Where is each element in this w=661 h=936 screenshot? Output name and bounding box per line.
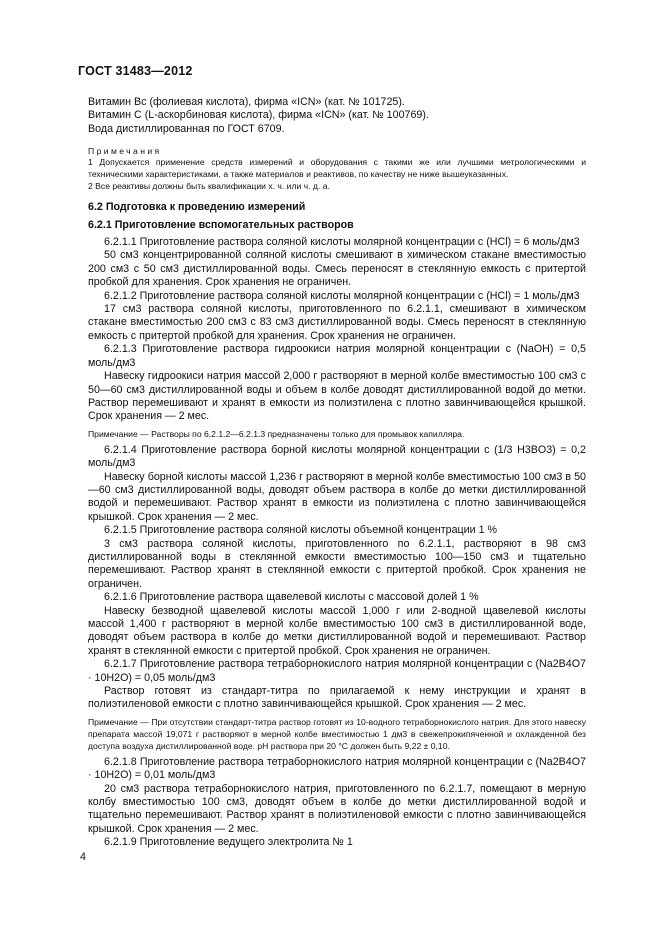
- clause-body: Навеску гидроокиси натрия массой 2,000 г растворяют в мерной колбе вместимостью 100 см3 с 50—60 см3 дистиллированной воды и объем в колбе доводят дистиллированной водой до метки. Раствор перемешивают и хранят в емкости из полиэтилена с плотно завинчивающейся крышкой. Срок хранения — 2 мес.: [88, 370, 586, 423]
- reagent-item: Витамин С (L-аскорбиновая кислота), фирма «ICN» (кат. № 100769).: [88, 109, 429, 122]
- clause-heading: 6.2.1.8 Приготовление раствора тетраборнокислого натрия молярной концентрации c (Na2B4O7 · 10H2O) = 0,01 моль/дм3: [88, 755, 586, 782]
- section-heading: 6.2 Подготовка к проведению измерений: [88, 201, 306, 214]
- clause-heading: 6.2.1.4 Приготовление раствора борной кислоты молярной концентрации c (1/3 H3BO3) = 0,2 моль/дм3: [88, 443, 586, 470]
- reagent-item: Вода дистиллированная по ГОСТ 6709.: [88, 122, 285, 135]
- clause-body: 17 см3 раствора соляной кислоты, приготовленного по 6.2.1.1, смешивают в химическом стакане вместимостью 200 см3 с 83 см3 дистиллированной воды. Смесь переносят в стеклянную емкость с притертой пробкой для хранения. Срок хранения не ограничен.: [88, 303, 586, 342]
- clause-heading: 6.2.1.6 Приготовление раствора щавелевой кислоты с массовой долей 1 %: [104, 591, 479, 604]
- clause-body: 50 см3 концентрированной соляной кислоты смешивают в химическом стакане вместимостью 200 см3 с 50 см3 дистиллированной воды. Смесь переносят в стеклянную емкость с притертой пробкой для хранения. Срок хранения не ограничен.: [88, 249, 586, 289]
- clause-heading: 6.2.1.2 Приготовление раствора соляной кислоты молярной концентрации c (HCl) = 1 моль/дм3: [104, 289, 580, 302]
- clause-heading: 6.2.1.1 Приготовление раствора соляной кислоты молярной концентрации c (HCl) = 6 моль/дм3: [104, 236, 580, 249]
- page-number: 4: [80, 851, 86, 863]
- document-header: ГОСТ 31483—2012: [78, 64, 193, 78]
- clause-body: Навеску безводной щавелевой кислоты массой 1,000 г или 2-водной щавелевой кислоты массой 1,400 г растворяют в мерной колбе вместимостью 100 см3 в дистиллированной воде, доводят объем раствора в колбе до метки дистиллированной водой и перемешивают. Раствор хранят в стеклянной емкости с притертой пробкой. Срок хранения не ограничен.: [88, 604, 586, 657]
- note-item: 1 Допускается применение средств измерений и оборудования с такими же или лучшими метрологическими и техническими характеристиками, а также материалов и реактивов, по качеству не ниже вышеуказанных.: [88, 157, 586, 180]
- clause-body: Навеску борной кислоты массой 1,236 г растворяют в мерной колбе вместимостью 100 см3 в 50—60 см3 дистиллированной воды, доводят объем раствора в колбе до метки дистиллированной водой и перемешивают. Раствор хранят в емкости из полиэтилена с плотно завинчивающейся крышкой. Срок хранения — 2 мес.: [88, 470, 586, 523]
- note-text: Примечание — Растворы по 6.2.1.2—6.2.1.3 предназначены только для промывок капилляра.: [88, 428, 465, 439]
- subsection-heading: 6.2.1 Приготовление вспомогательных растворов: [88, 218, 354, 231]
- note-text: Примечание — При отсутствии стандарт-титра раствор готовят из 10-водного тетраборнокислого натрия. Для этого навеску препарата массой 19,071 г растворяют в мерной колбе вместимостью 1 дм3 в свежепрокипяченной и охлажденной без доступа воздуха дистиллированной воде. pH раствора при 20 °С должен быть 9,22 ± 0,10.: [88, 716, 586, 751]
- clause-body: Раствор готовят из стандарт-титра по прилагаемой к нему инструкции и хранят в полиэтиленовой емкости с плотно завинчивающейся крышкой. Срок хранения — 2 мес.: [88, 685, 586, 711]
- notes-title: Примечания: [88, 146, 162, 157]
- clause-heading: 6.2.1.7 Приготовление раствора тетраборнокислого натрия молярной концентрации c (Na2B4O7 · 10H2O) = 0,05 моль/дм3: [88, 658, 586, 684]
- clause-heading: 6.2.1.3 Приготовление раствора гидроокиси натрия молярной концентрации c (NaOH) = 0,5 моль/дм3: [88, 343, 586, 369]
- clause-heading: 6.2.1.5 Приготовление раствора соляной кислоты объемной концентрации 1 %: [104, 524, 497, 537]
- page-content: [88, 96, 586, 850]
- note-item: 2 Все реактивы должны быть квалификации х. ч. или ч. д. а.: [88, 181, 330, 192]
- clause-heading: 6.2.1.9 Приготовление ведущего электролита № 1: [104, 836, 353, 849]
- clause-body: 3 см3 раствора соляной кислоты, приготовленного по 6.2.1.1, растворяют в 98 см3 дистиллированной воды в стеклянной емкости вместимостью 100—150 см3 и тщательно перемешивают. Раствор хранят в стеклянной емкости с притертой пробкой. Срок хранения не ограничен.: [88, 537, 586, 590]
- reagent-item: Витамин Bc (фолиевая кислота), фирма «ICN» (кат. № 101725).: [88, 96, 405, 108]
- clause-body: 20 см3 раствора тетраборнокислого натрия, приготовленного по 6.2.1.7, помещают в мерную колбу вместимостью 100 см3, доводят объем в колбе до метки дистиллированной водой и тщательно перемешивают. Раствор хранят в полиэтиленовой емкости с плотно завинчивающейся крышкой. Срок хранения — 2 мес.: [88, 782, 586, 835]
